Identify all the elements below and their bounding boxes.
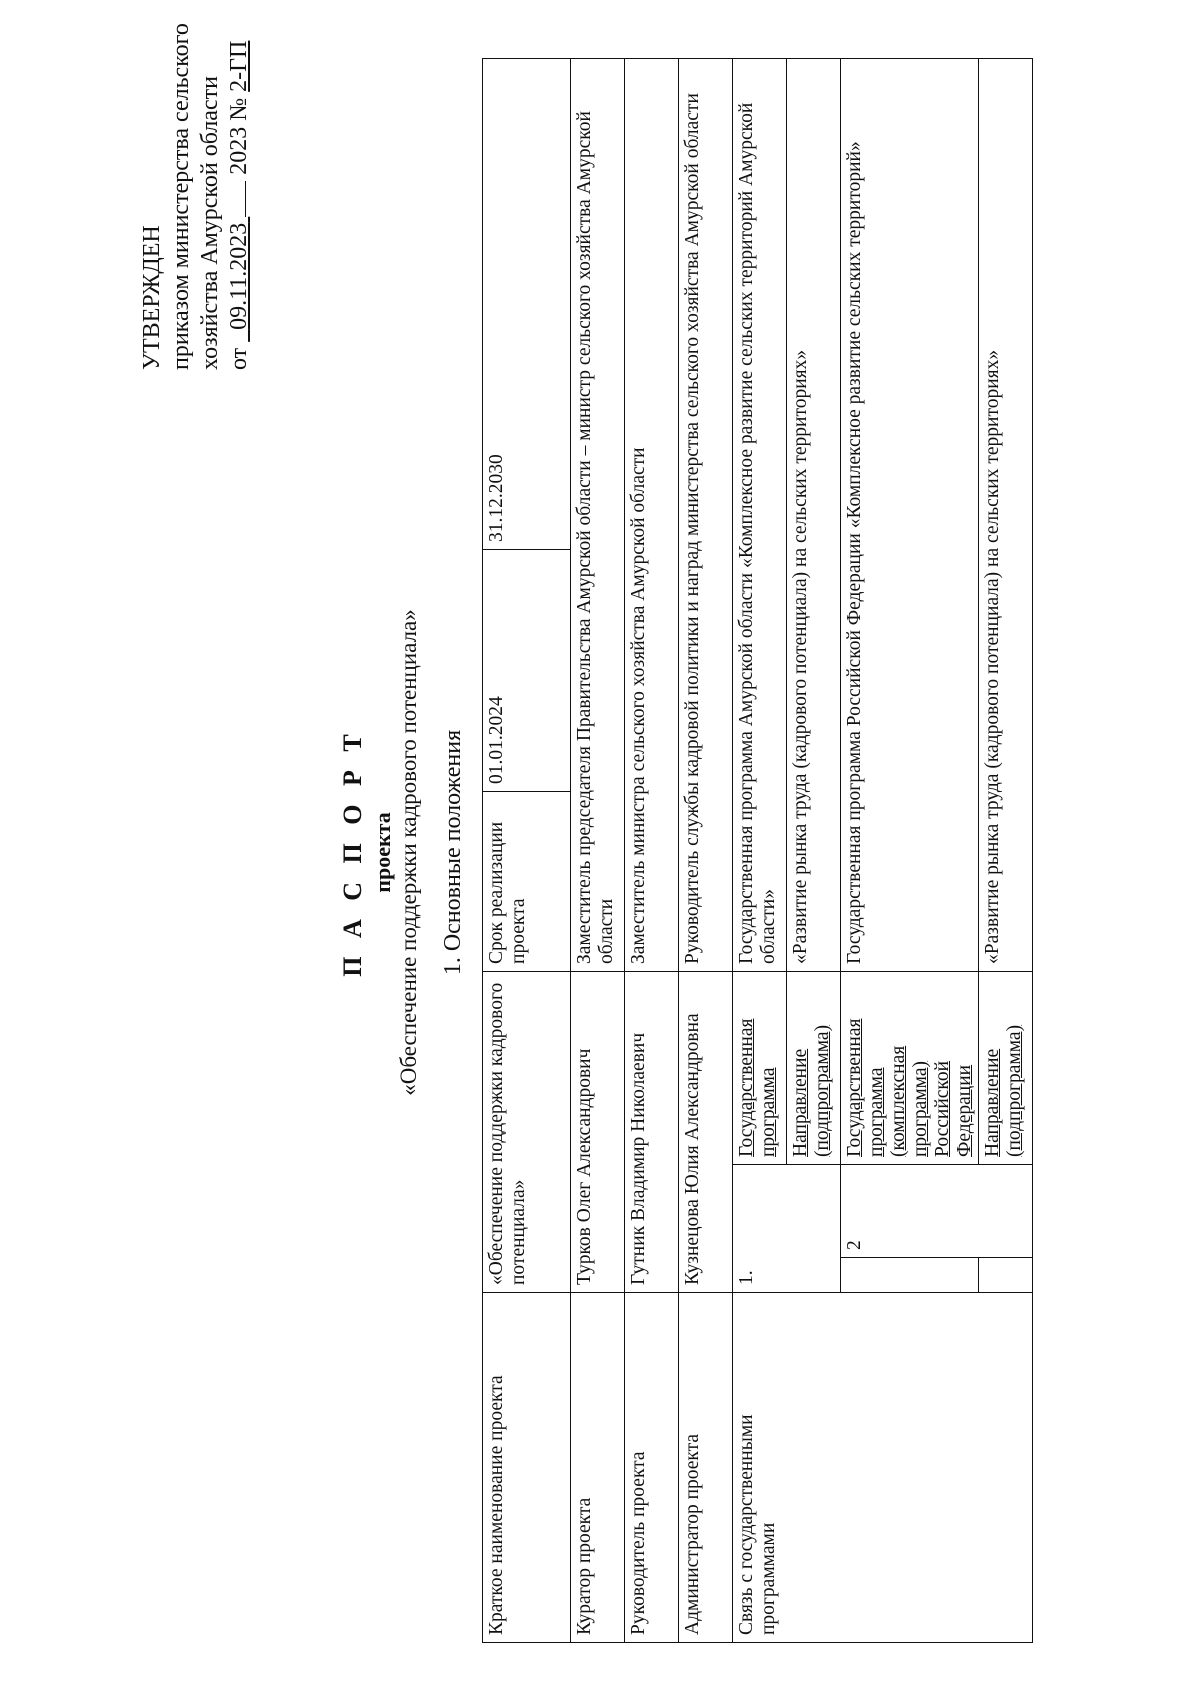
program-num-1: 1. xyxy=(733,1165,841,1293)
program-1-direction-value: «Развитие рынка труда (кадрового потенциала) на сельских территориях» xyxy=(787,58,841,971)
passport-table xyxy=(482,58,1033,1643)
curator-name: Турков Олег Александрович xyxy=(571,971,625,1292)
program-1-value: Государственная программа Амурской области «Комплексное развитие сельских территорий Амурской области» xyxy=(733,58,787,971)
term-label: Срок реализации проекта xyxy=(483,791,571,971)
term-end: 31.12.2030 xyxy=(483,58,571,549)
approval-line-ministry: хозяйства Амурской области xyxy=(197,76,223,370)
approval-heading: УТВЕРЖДЕН xyxy=(139,225,165,370)
document-subtitle: проекта xyxy=(370,812,395,893)
head-name: Гутник Владимир Николаевич xyxy=(625,971,679,1292)
approval-date-prefix: от xyxy=(226,347,252,370)
document-title: П А С П О Р Т xyxy=(338,728,367,977)
admin-label: Администратор проекта xyxy=(679,1293,733,1643)
admin-position: Руководитель службы кадровой политики и наград министерства сельского хозяйства Амурской области xyxy=(679,58,733,971)
curator-position: Заместитель председателя Правительства Амурской области – министр сельского хозяйства Амурской области xyxy=(571,58,625,971)
approval-date: 09.11.2023 xyxy=(226,181,252,342)
table-row xyxy=(625,58,679,1642)
short-name-value: «Обеспечение поддержки кадрового потенциала» xyxy=(483,971,571,1292)
head-position: Заместитель министра сельского хозяйства Амурской области xyxy=(625,58,679,971)
program-2-direction-value: «Развитие рынка труда (кадрового потенциала) на сельских территориях» xyxy=(979,58,1033,971)
admin-name: Кузнецова Юлия Александровна xyxy=(679,971,733,1292)
program-num-spacer-2 xyxy=(979,1258,1033,1293)
program-2-direction-label: Направление (подпрограмма) xyxy=(979,971,1033,1164)
approval-stamp xyxy=(138,23,254,370)
project-name: «Обеспечение поддержки кадрового потенциала» xyxy=(396,609,421,1096)
program-num-spacer xyxy=(841,1258,979,1293)
table-row xyxy=(733,58,787,1642)
table-row xyxy=(571,58,625,1642)
approval-number: 2-ГП xyxy=(226,40,252,92)
program-1-label: Государственная программа xyxy=(733,971,787,1164)
short-name-label: Краткое наименование проекта xyxy=(483,1293,571,1643)
section-title: 1. Основные положения xyxy=(440,729,466,976)
program-2-value: Государственная программа Российской Федерации «Комплексное развитие сельских территорий» xyxy=(841,58,979,971)
approval-date-line xyxy=(225,23,254,370)
approval-year: 2023 № xyxy=(226,97,252,175)
program-links-label: Связь с государственными программами xyxy=(733,1293,1033,1643)
approval-line-order: приказом министерства сельского xyxy=(168,23,194,370)
program-2-label: Государственная программа (комплексная программа) Российской Федерации xyxy=(841,971,979,1164)
table-row xyxy=(679,58,733,1642)
program-1-direction-label: Направление (подпрограмма) xyxy=(787,971,841,1164)
table-row xyxy=(483,58,571,1642)
head-label: Руководитель проекта xyxy=(625,1293,679,1643)
term-start: 01.01.2024 xyxy=(483,549,571,791)
curator-label: Куратор проекта xyxy=(571,1293,625,1643)
program-num-2: 2 xyxy=(841,1165,1033,1258)
